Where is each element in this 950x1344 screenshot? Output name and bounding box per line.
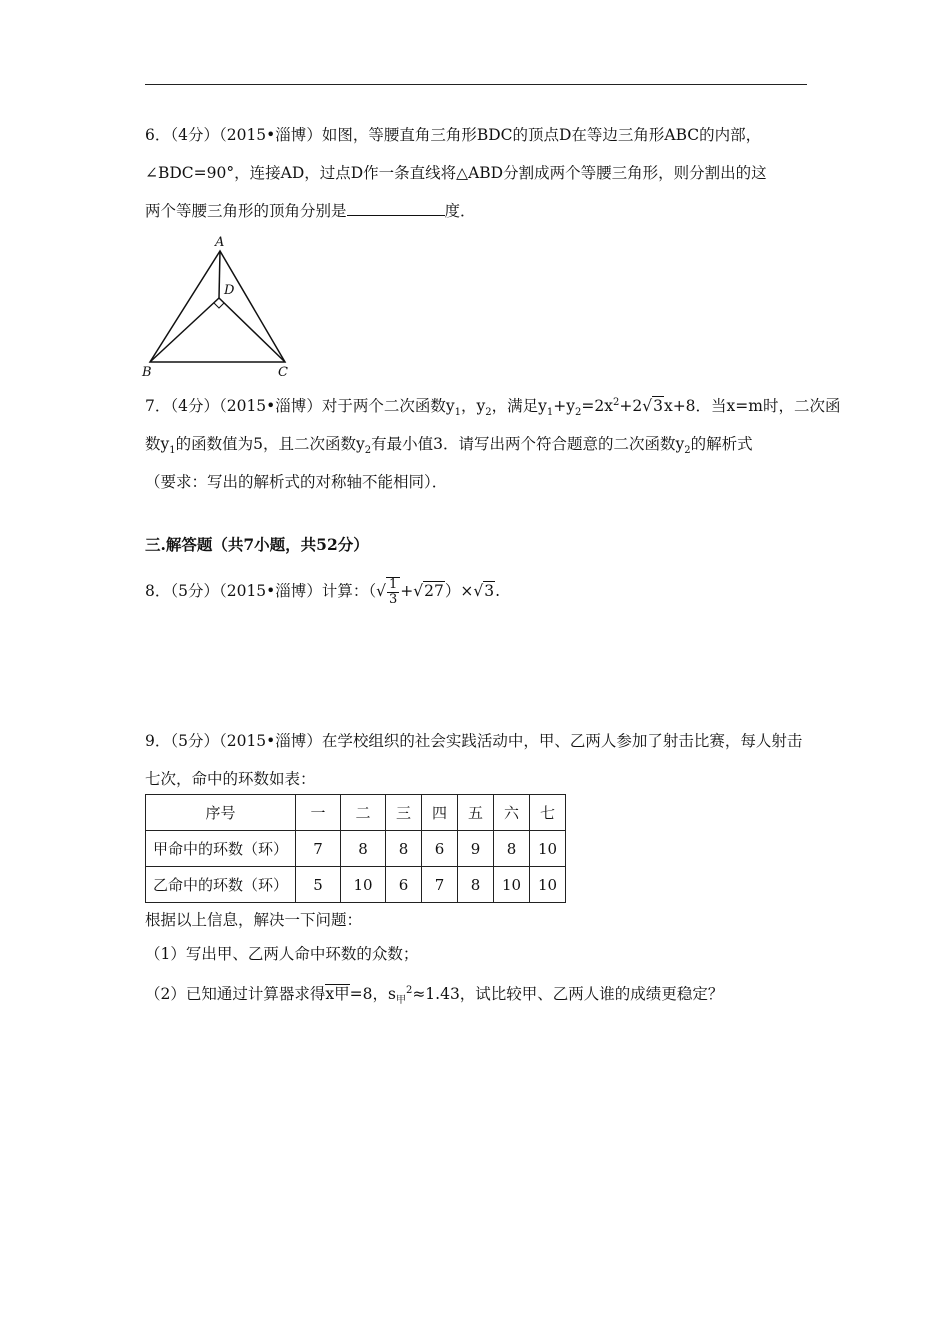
table-cell: 8 xyxy=(341,831,386,867)
table-cell: 五 xyxy=(458,795,494,831)
sqrt-27: √27 xyxy=(413,582,444,600)
score-table xyxy=(145,794,566,903)
header-rule xyxy=(145,84,807,85)
q6-line3 xyxy=(145,192,807,230)
table-cell: 6 xyxy=(422,831,458,867)
radicand: 3 xyxy=(484,582,495,600)
q8-end: . xyxy=(495,582,501,600)
q7-text-e: =2x xyxy=(581,397,613,415)
q7-text-b: ，y xyxy=(460,397,486,415)
q7-text-f: +2 xyxy=(619,397,643,415)
variance-sub: 甲 xyxy=(395,995,406,1007)
table-cell: 六 xyxy=(494,795,530,831)
q7-sub: 2 xyxy=(574,407,582,419)
q7-line2 xyxy=(145,425,807,463)
q9-followup xyxy=(145,903,807,1011)
label-c: C xyxy=(278,365,288,380)
radicand: 27 xyxy=(424,582,444,600)
label-b: B xyxy=(142,365,152,380)
q7-text-i: 的函数值为5，且二次函数y xyxy=(175,435,365,453)
table-cell: 三 xyxy=(386,795,422,831)
q8-prefix: 8．（5分）（2015•淄博）计算：（ xyxy=(145,582,377,600)
sqrt-3: √3 xyxy=(642,397,663,415)
table-cell: 7 xyxy=(422,867,458,903)
q7-sup: 2 xyxy=(612,396,620,408)
table-row xyxy=(146,867,566,903)
q7-sub: 2 xyxy=(684,445,691,457)
question-6 xyxy=(145,116,807,230)
segment-ad xyxy=(219,251,220,298)
right-angle-mark xyxy=(214,303,224,308)
question-9 xyxy=(145,722,807,798)
table-cell: 四 xyxy=(422,795,458,831)
table-header-row xyxy=(146,795,566,831)
table-cell: 10 xyxy=(530,831,566,867)
table-cell: 甲命中的环数（环） xyxy=(146,831,296,867)
question-8 xyxy=(145,572,807,610)
table-row xyxy=(146,831,566,867)
q7-text-k: 的解析式 xyxy=(690,435,753,453)
question-7 xyxy=(145,387,841,501)
q7-line3: （要求：写出的解析式的对称轴不能相同）． xyxy=(145,473,448,491)
q7-sub: 1 xyxy=(169,445,176,457)
label-a: A xyxy=(215,235,225,250)
q9-after: 根据以上信息，解决一下问题： xyxy=(145,911,363,929)
table-cell: 10 xyxy=(341,867,386,903)
q6-line3-end: 度． xyxy=(444,202,476,220)
q9-sub2-text-a: （2）已知通过计算器求得 xyxy=(145,985,326,1003)
table-cell: 7 xyxy=(296,831,341,867)
table-cell: 序号 xyxy=(146,795,296,831)
variance-sup: 2 xyxy=(405,984,413,996)
q9-sub2-text-b: =8，s xyxy=(349,985,396,1003)
section-title: 三.解答题（共7小题，共52分） xyxy=(145,535,369,554)
table-cell: 9 xyxy=(458,831,494,867)
q6-line2: ∠BDC=90°，连接AD，过点D作一条直线将△ABD分割成两个等腰三角形，则分割出的这 xyxy=(145,164,767,182)
q8-plus: + xyxy=(400,582,414,600)
q7-text-h: 数y xyxy=(145,435,170,453)
q7-text-a: 7．（4分）（2015•淄博）对于两个二次函数y xyxy=(145,397,455,415)
sqrt-3: √3 xyxy=(473,582,495,600)
table-cell: 乙命中的环数（环） xyxy=(146,867,296,903)
q9-sub1: （1）写出甲、乙两人命中环数的众数； xyxy=(145,945,419,963)
q7-sub: 2 xyxy=(485,407,492,419)
segment-cd xyxy=(219,298,285,362)
triangle-figure xyxy=(138,232,308,380)
table-cell: 8 xyxy=(386,831,422,867)
table-cell: 七 xyxy=(530,795,566,831)
sqrt-one-third: √ $\frac{1}{3}$ xyxy=(376,572,400,610)
answer-blank xyxy=(347,199,445,216)
q7-text-j: 有最小值3．请写出两个符合题意的二次函数y xyxy=(371,435,685,453)
numerator: 1 xyxy=(388,577,398,592)
q7-text-g: x+8．当x=m时，二次函 xyxy=(663,397,841,415)
q7-sub: 1 xyxy=(454,407,461,419)
q8-line xyxy=(145,572,807,610)
q9-sub2-text-c: ≈1.43，试比较甲、乙两人谁的成绩更稳定？ xyxy=(412,985,724,1003)
section-3-heading xyxy=(145,526,807,564)
q7-text-c: ，满足y xyxy=(491,397,547,415)
table-cell: 10 xyxy=(494,867,530,903)
fraction xyxy=(386,577,400,607)
table-cell: 5 xyxy=(296,867,341,903)
q9-line1: 9．（5分）（2015•淄博）在学校组织的社会实践活动中，甲、乙两人参加了射击比赛，每人射击 xyxy=(145,732,803,750)
q7-sub: 2 xyxy=(364,445,372,457)
table-cell: 6 xyxy=(386,867,422,903)
table-cell: 10 xyxy=(530,867,566,903)
q7-sub: 1 xyxy=(546,407,554,419)
q8-mid: ）× xyxy=(444,582,474,600)
label-d: D xyxy=(224,283,235,298)
table-cell: 二 xyxy=(341,795,386,831)
q9-line2: 七次，命中的环数如表： xyxy=(145,770,316,788)
table-cell: 8 xyxy=(494,831,530,867)
table-cell: 一 xyxy=(296,795,341,831)
radicand: 3 xyxy=(653,397,663,415)
q9-sub2 xyxy=(145,977,807,1011)
q6-line3-text: 两个等腰三角形的顶角分别是 xyxy=(145,202,347,220)
mean-symbol: x甲 xyxy=(325,985,350,1003)
q7-line1 xyxy=(145,387,841,425)
denominator: 3 xyxy=(388,592,398,607)
table-cell: 8 xyxy=(458,867,494,903)
q6-line1: 6．（4分）（2015•淄博）如图，等腰直角三角形BDC的顶点D在等边三角形ABC的内部， xyxy=(145,126,762,144)
q7-text-d: +y xyxy=(553,397,575,415)
